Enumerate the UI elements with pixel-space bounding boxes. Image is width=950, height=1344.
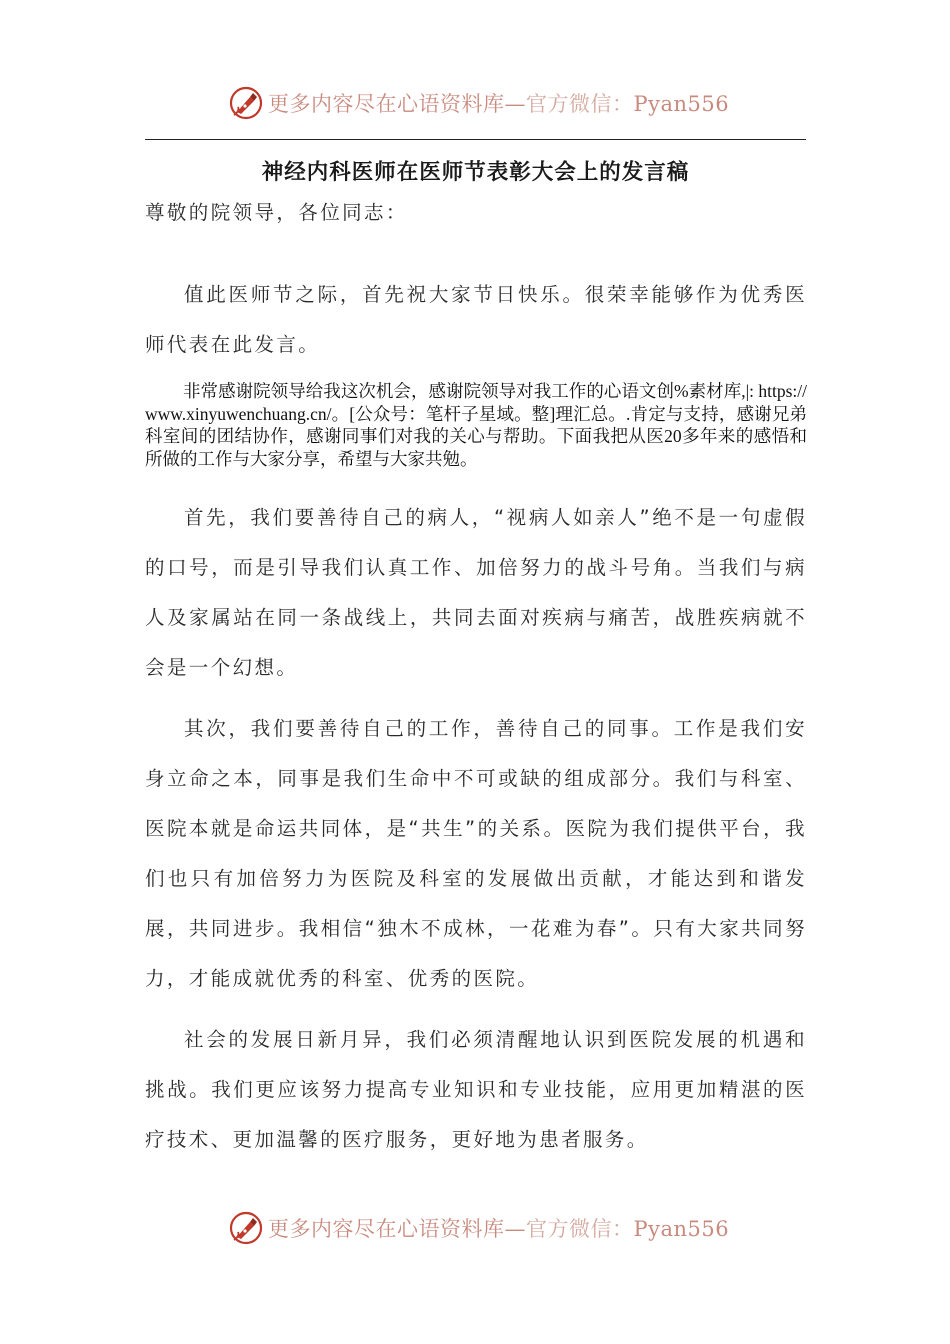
header-divider [145, 139, 806, 140]
header-banner-text [268, 88, 729, 118]
banner-wechat-label: 官方微信： [526, 1217, 634, 1241]
paragraph: 其次，我们要善待自己的工作，善待自己的同事。工作是我们安身立命之本，同事是我们生命中不可或缺的组成部分。我们与科室、医院本就是命运共同体，是“共生”的关系。医院为我们提供平台，我们也只有加倍努力为医院及科室的发展做出贡献，才能达到和谐发展，共同进步。我相信“独木不成林，一花难为春”。只有大家共同努力，才能成就优秀的科室、优秀的医院。 [145, 717, 807, 990]
header-banner[interactable] [228, 83, 748, 123]
banner-wechat-label: 官方微信： [526, 92, 634, 116]
pen-nib-logo-icon [228, 1210, 264, 1246]
banner-main-text: 更多内容尽在心语资料库— [268, 92, 526, 116]
pen-nib-logo-icon [228, 85, 264, 121]
banner-wechat-id: Pyan556 [633, 92, 730, 116]
paragraph: 社会的发展日新月异，我们必须清醒地认识到医院发展的机遇和挑战。我们更应该努力提高专业知识和专业技能，应用更加精湛的医疗技术、更加温馨的医疗服务，更好地为患者服务。 [145, 1028, 807, 1151]
banner-main-text: 更多内容尽在心语资料库— [268, 1217, 526, 1241]
paragraph: 首先，我们要善待自己的病人，“视病人如亲人”绝不是一句虚假的口号，而是引导我们认真工作、加倍努力的战斗号角。当我们与病人及家属站在同一条战线上，共同去面对疾病与痛苦，战胜疾病就不会是一个幻想。 [145, 506, 807, 679]
greeting: 尊敬的院领导，各位同志： [145, 201, 408, 224]
banner-wechat-id: Pyan556 [633, 1217, 730, 1241]
document-title: 神经内科医师在医师节表彰大会上的发言稿 [261, 160, 690, 185]
footer-banner-text [268, 1213, 729, 1243]
paragraph: 非常感谢院领导给我这次机会，感谢院领导对我工作的心语文创%素材库,|: https://www.xinyuwenchuang.cn/。[公众号：笔杆子星域。整]理汇总。.肯定与支持，感谢兄弟科室间的团结协作，感谢同事们对我的关心与帮助。下面我把从医20多年来的感悟和所做的工作与大家分享，希望与大家共勉。 [145, 381, 807, 469]
footer-banner[interactable] [228, 1208, 748, 1248]
paragraph: 值此医师节之际，首先祝大家节日快乐。很荣幸能够作为优秀医师代表在此发言。 [145, 283, 807, 356]
